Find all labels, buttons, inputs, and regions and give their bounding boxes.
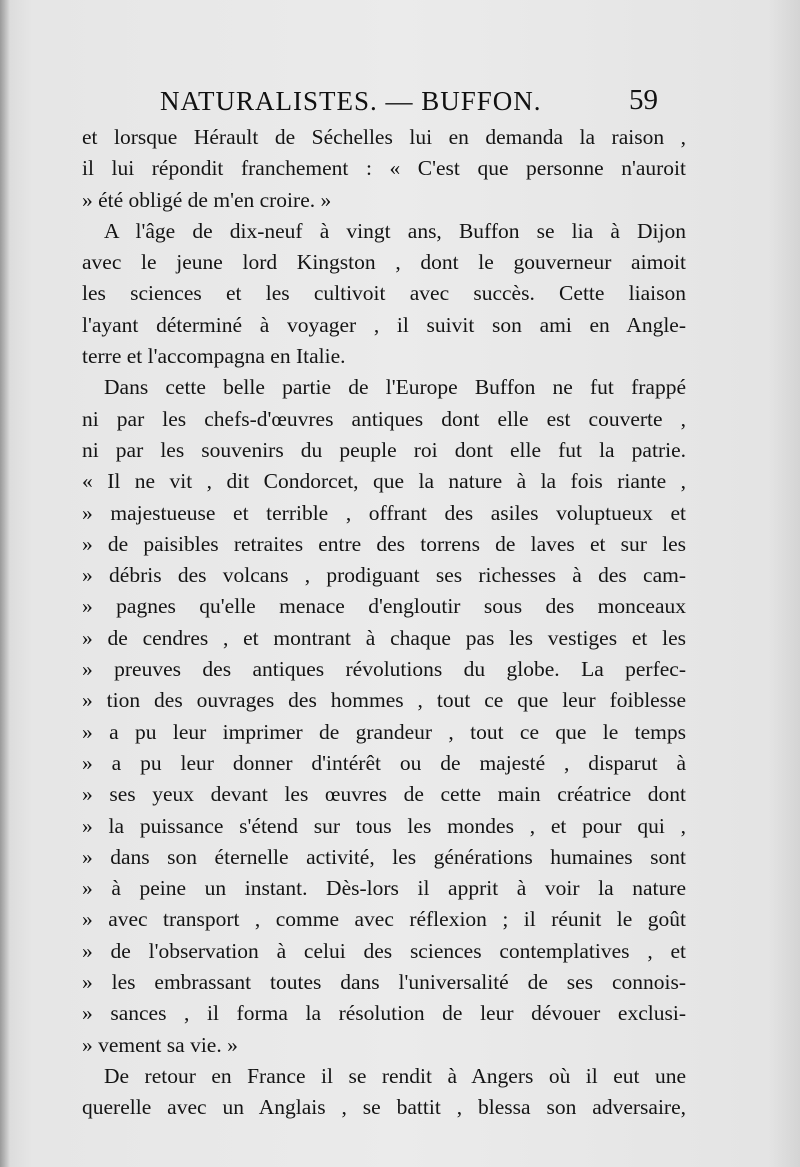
text-line: » à peine un instant. Dès-lors il apprit à voir la nature [82,876,686,901]
text-line: terre et l'accompagna en Italie. [82,344,346,369]
text-line: les sciences et les cultivoit avec succès. Cette liaison [82,281,686,306]
text-line: il lui répondit franchement : « C'est que personne n'auroit [82,156,686,181]
page-number: 59 [629,84,658,116]
text-line: De retour en France il se rendit à Angers où il eut une [104,1063,686,1088]
text-line: « Il ne vit , dit Condorcet, que la nature à la fois riante , [82,469,686,494]
text-line: » preuves des antiques révolutions du globe. La perfec- [82,657,686,682]
text-line: » avec transport , comme avec réflexion ; il réunit le goût [82,907,686,932]
text-line: » la puissance s'étend sur tous les mondes , et pour qui , [82,813,686,838]
text-line: » a pu leur donner d'intérêt ou de majesté , disparut à [82,750,686,775]
page-header [0,82,800,122]
text-line: » de cendres , et montrant à chaque pas les vestiges et les [82,625,686,650]
text-line: A l'âge de dix-neuf à vingt ans, Buffon se lia à Dijon [104,218,686,243]
text-line: » a pu leur imprimer de grandeur , tout ce que le temps [82,719,686,744]
text-line: et lorsque Hérault de Séchelles lui en demanda la raison , [82,125,686,149]
text-line: » de l'observation à celui des sciences contemplatives , et [82,938,686,963]
text-line: Dans cette belle partie de l'Europe Buffon ne fut frappé [104,375,686,400]
text-line: avec le jeune lord Kingston , dont le gouverneur aimoit [82,250,686,275]
text-line: ni par les chefs-d'œuvres antiques dont elle est couverte , [82,406,686,431]
text-line: l'ayant déterminé à voyager , il suivit son ami en Angle- [82,312,686,337]
running-head: NATURALISTES. — BUFFON. [160,86,542,116]
text-line: » de paisibles retraites entre des torrens de laves et sur les [82,531,686,556]
text-line: » majestueuse et terrible , offrant des asiles voluptueux et [82,500,686,525]
text-line: querelle avec un Anglais , se battit , blessa son adversaire, [82,1095,686,1120]
text-line: » vement sa vie. » [82,1032,238,1057]
text-line: » pagnes qu'elle menace d'engloutir sous des monceaux [82,594,686,619]
text-line: » débris des volcans , prodiguant ses richesses à des cam- [82,563,686,588]
text-line: » les embrassant toutes dans l'universalité de ses connois- [82,970,686,995]
text-line: » sances , il forma la résolution de leur dévouer exclusi- [82,1001,686,1026]
text-line: » été obligé de m'en croire. » [82,187,332,212]
text-line: » dans son éternelle activité, les générations humaines sont [82,844,686,869]
text-line: » tion des ouvrages des hommes , tout ce que leur foiblesse [82,688,686,713]
binding-shadow [0,0,10,1167]
text-line: ni par les souvenirs du peuple roi dont elle fut la patrie. [82,437,686,462]
body-text [82,122,686,1124]
text-line: » ses yeux devant les œuvres de cette main créatrice dont [82,782,686,807]
